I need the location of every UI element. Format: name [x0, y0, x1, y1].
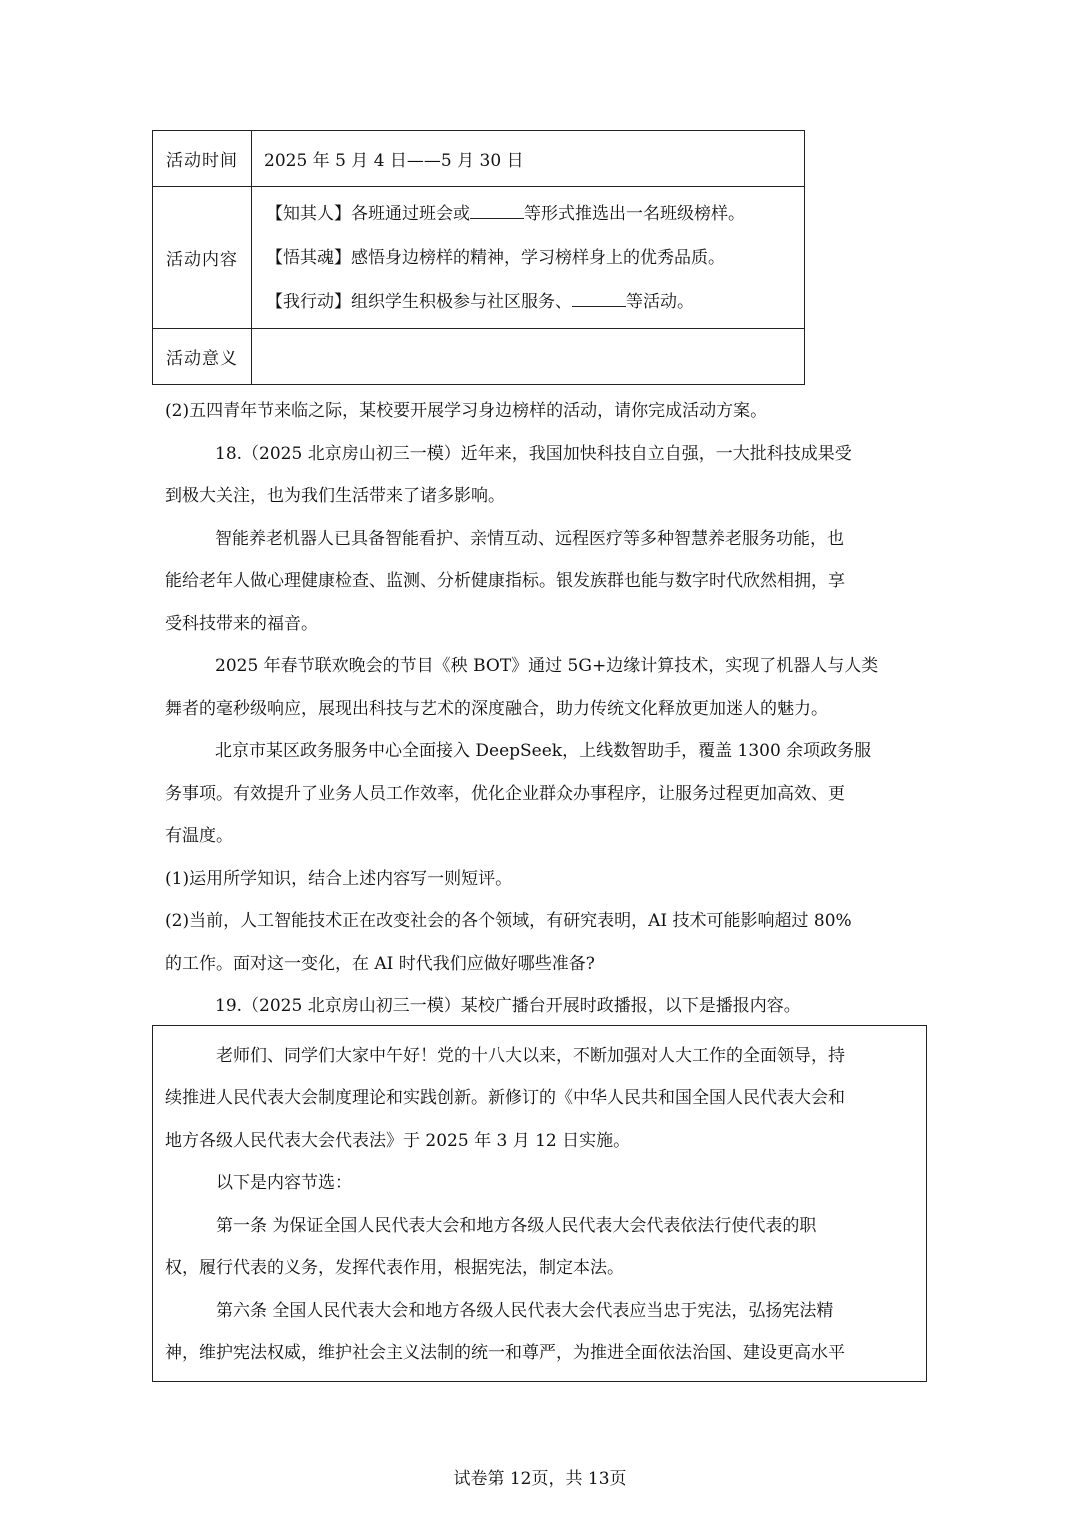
table-row-meaning	[153, 329, 805, 385]
content-item-action: 【我行动】组织学生积极参与社区服务、 等活动。	[266, 291, 694, 312]
q18-para1-line2: 能给老年人做心理健康检查、监测、分析健康指标。银发族群也能与数字时代欣然相拥，享	[165, 571, 845, 591]
activity-plan-table	[152, 130, 805, 385]
q18-para3-line2: 务事项。有效提升了业务人员工作效率，优化企业群众办事程序，让服务过程更加高效、更	[165, 784, 845, 804]
q18-para1-line3: 受科技带来的福音。	[165, 614, 318, 634]
q17-sub2: (2)五四青年节来临之际，某校要开展学习身边榜样的活动，请你完成活动方案。	[165, 401, 768, 421]
q18-para2-line2: 舞者的毫秒级响应，展现出科技与艺术的深度融合，助力传统文化释放更加迷人的魅力。	[165, 699, 828, 719]
label-activity-content: 活动内容	[153, 187, 252, 329]
q18-sub2-line1: (2)当前，人工智能技术正在改变社会的各个领域，有研究表明，AI 技术可能影响超过 80%	[165, 911, 852, 931]
box-line-8: 神，维护宪法权威，维护社会主义法制的统一和尊严，为推进全面依法治国、建设更高水平	[165, 1343, 845, 1363]
box-line-1: 老师们、同学们大家中午好！党的十八大以来，不断加强对人大工作的全面领导，持	[216, 1046, 845, 1066]
table-row-time	[153, 131, 805, 187]
q18-para2-line1: 2025 年春节联欢晚会的节目《秧 BOT》通过 5G+边缘计算技术，实现了机器人与人类	[215, 656, 879, 676]
content-item-know: 【知其人】各班通过班会或 等形式推选出一名班级榜样。	[266, 203, 745, 224]
label-activity-time: 活动时间	[153, 131, 252, 187]
box-line-2: 续推进人民代表大会制度理论和实践创新。新修订的《中华人民共和国全国人民代表大会和	[165, 1088, 845, 1108]
q18-intro-line1: 18.（2025 北京房山初三一模）近年来，我国加快科技自立自强，一大批科技成果受	[215, 444, 852, 464]
q18-para3-line1: 北京市某区政务服务中心全面接入 DeepSeek，上线数智助手，覆盖 1300 余项政务服	[215, 741, 872, 761]
page-footer: 试卷第 12页，共 13页	[453, 1469, 627, 1489]
value-activity-content	[252, 187, 805, 329]
box-line-6: 权，履行代表的义务，发挥代表作用，根据宪法，制定本法。	[165, 1258, 624, 1278]
answer-blank	[572, 290, 626, 307]
broadcast-content-box	[152, 1025, 927, 1382]
q19-intro: 19.（2025 北京房山初三一模）某校广播台开展时政播报，以下是播报内容。	[215, 996, 801, 1016]
box-line-7: 第六条 全国人民代表大会和地方各级人民代表大会代表应当忠于宪法，弘扬宪法精	[216, 1301, 834, 1321]
value-activity-time: 2025 年 5 月 4 日——5 月 30 日	[252, 131, 805, 187]
q18-intro-line2: 到极大关注，也为我们生活带来了诸多影响。	[165, 486, 505, 506]
label-activity-meaning: 活动意义	[153, 329, 252, 385]
q18-sub2-line2: 的工作。面对这一变化，在 AI 时代我们应做好哪些准备?	[165, 954, 595, 974]
content-item-spirit: 【悟其魂】感悟身边榜样的精神，学习榜样身上的优秀品质。	[266, 247, 725, 268]
box-line-3: 地方各级人民代表大会代表法》于 2025 年 3 月 12 日实施。	[165, 1131, 631, 1151]
value-activity-meaning	[252, 329, 805, 385]
q18-para1-line1: 智能养老机器人已具备智能看护、亲情互动、远程医疗等多种智慧养老服务功能，也	[215, 529, 844, 549]
box-line-5: 第一条 为保证全国人民代表大会和地方各级人民代表大会代表依法行使代表的职	[216, 1216, 817, 1236]
table-row-content	[153, 187, 805, 329]
q18-para3-line3: 有温度。	[165, 826, 233, 846]
q18-sub1: (1)运用所学知识，结合上述内容写一则短评。	[165, 869, 513, 889]
box-line-4: 以下是内容节选：	[216, 1173, 352, 1193]
answer-blank	[470, 202, 524, 219]
